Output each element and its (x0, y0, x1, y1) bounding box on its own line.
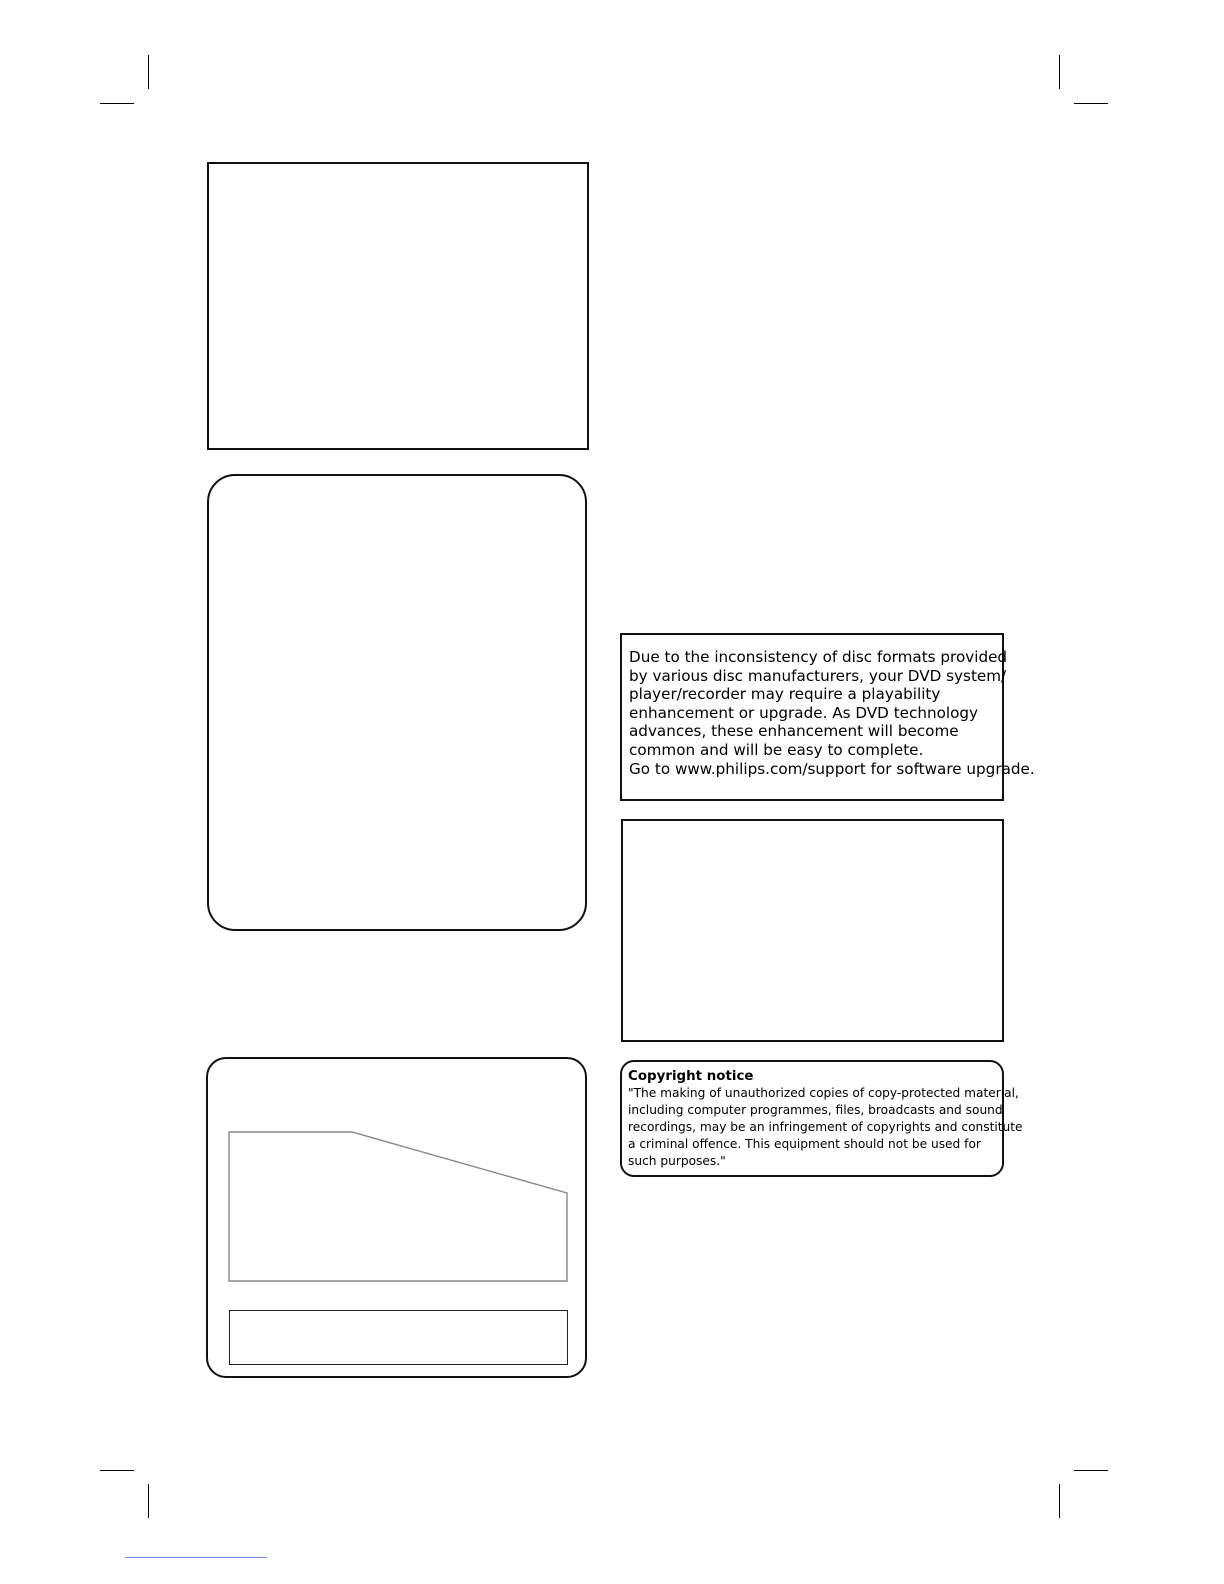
disc-notice-line: Go to www.philips.com/support for software upgrade. (629, 759, 1035, 778)
copyright-line: including computer programmes, files, broadcasts and sound (628, 1103, 1003, 1117)
crop-mark-top-right-vertical (1059, 55, 1060, 89)
disc-notice-line: advances, these enhancement will become (629, 722, 959, 741)
copyright-line: such purposes." (628, 1154, 726, 1168)
crop-mark-top-right-horizontal (1074, 103, 1108, 104)
copyright-line: recordings, may be an infringement of copyrights and constitute (628, 1120, 1023, 1134)
copyright-notice-content (628, 1068, 1023, 1170)
disc-notice-box (620, 633, 1035, 801)
disc-notice-line: player/recorder may require a playability (629, 685, 941, 704)
crop-mark-top-left-vertical (148, 55, 149, 89)
label-rounded-box-bottom-left (206, 1057, 587, 1378)
bottom-link-underline[interactable] (125, 1557, 267, 1558)
crop-mark-top-left-horizontal (100, 103, 134, 104)
disc-notice-line: by various disc manufacturers, your DVD system/ (629, 666, 1007, 685)
copyright-line: a criminal offence. This equipment should not be used for (628, 1137, 981, 1151)
disc-notice-line: enhancement or upgrade. As DVD technology (629, 703, 979, 722)
empty-box-top-left (207, 162, 589, 450)
copyright-title: Copyright notice (628, 1069, 754, 1084)
label-empty-rectangle (229, 1310, 568, 1365)
empty-box-right (621, 819, 1004, 1042)
copyright-line: "The making of unauthorized copies of copy-protected material, (628, 1086, 1019, 1100)
disc-notice-line: Due to the inconsistency of disc formats provided (629, 648, 1008, 666)
crop-mark-bottom-right-horizontal (1074, 1470, 1108, 1471)
copyright-notice-box (620, 1060, 1023, 1177)
disc-notice-line: common and will be easy to complete. (629, 740, 924, 759)
crop-mark-bottom-left-horizontal (100, 1470, 134, 1471)
empty-rounded-box-middle-left (207, 474, 587, 931)
disc-notice-text (629, 648, 1035, 778)
crop-mark-bottom-left-vertical (148, 1484, 149, 1518)
crop-mark-bottom-right-vertical (1059, 1484, 1060, 1518)
